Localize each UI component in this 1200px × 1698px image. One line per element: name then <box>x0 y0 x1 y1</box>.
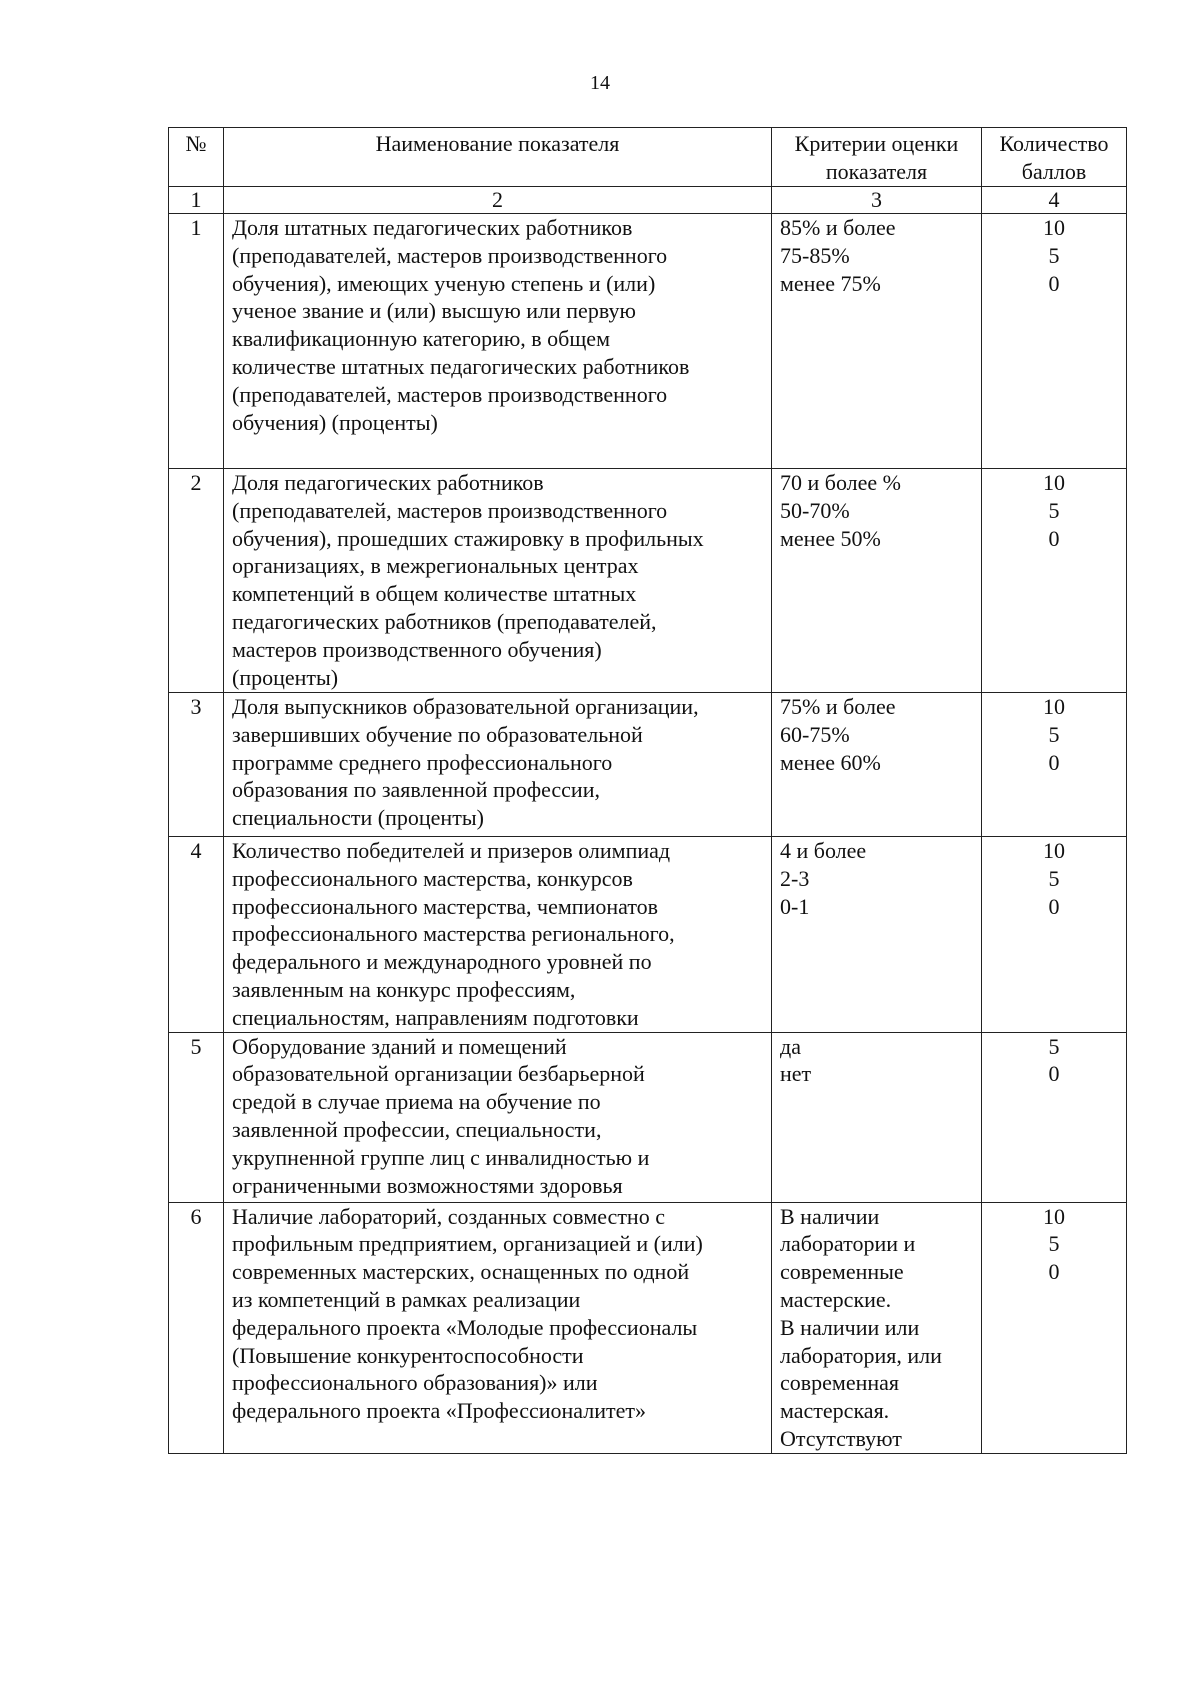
evaluation-criteria-line: 60-75% <box>780 721 850 747</box>
points-value <box>982 693 1127 837</box>
evaluation-criteria <box>772 1032 982 1202</box>
evaluation-criteria-line: 0-1 <box>780 893 810 919</box>
header-criteria: Критерии оценки показателя <box>772 128 982 187</box>
indicator-name-line: (проценты) <box>232 664 339 690</box>
points-value-line: 10 <box>1043 1203 1065 1229</box>
table-row <box>169 469 1127 693</box>
evaluation-criteria <box>772 1202 982 1453</box>
indicator-name-line: из компетенций в рамках реализации <box>232 1286 581 1312</box>
indicator-name-line: образовательной организации безбарьерной <box>232 1061 645 1087</box>
indicator-name-line: (преподавателей, мастеров производственного <box>232 381 668 407</box>
evaluation-criteria-line: 2-3 <box>780 865 810 891</box>
indicator-name-line: специальностям, направлениям подготовки <box>232 1004 639 1030</box>
indicator-name-line: образования по заявленной профессии, <box>232 777 600 803</box>
table-row <box>169 837 1127 1033</box>
row-number: 6 <box>169 1202 224 1453</box>
points-value-line: 10 <box>1043 838 1065 863</box>
table-row <box>169 693 1127 837</box>
evaluation-criteria-line: лаборатории и <box>780 1231 916 1257</box>
evaluation-criteria-line: 85% и более <box>780 215 896 240</box>
evaluation-criteria-line: 70 и более % <box>780 470 902 495</box>
indicator-name-line: обучения) (проценты) <box>232 409 438 435</box>
row-number: 2 <box>169 469 224 693</box>
indicator-name-line: завершивших обучение по образовательной <box>232 721 643 747</box>
evaluation-criteria-line: Отсутствуют <box>780 1425 902 1451</box>
indicator-name-line: ученое звание и (или) высшую или первую <box>232 298 636 324</box>
indicator-name-line: профессионального мастерства, чемпионатов <box>232 893 659 919</box>
column-numbers-row <box>169 187 1127 214</box>
points-value-line: 5 <box>1048 1033 1060 1059</box>
points-value-line: 0 <box>1048 1061 1060 1087</box>
indicator-name-line: программе среднего профессионального <box>232 749 613 775</box>
indicator-name <box>224 214 772 469</box>
evaluation-criteria-line: 75% и более <box>780 694 896 719</box>
indicator-name-line: Доля штатных педагогических работников <box>232 215 633 240</box>
indicator-name-line: заявленной профессии, специальности, <box>232 1116 602 1142</box>
points-value-line: 10 <box>1043 694 1065 719</box>
column-number: 4 <box>982 187 1127 214</box>
evaluation-criteria <box>772 469 982 693</box>
indicator-name-line: федерального проекта «Профессионалитет» <box>232 1398 646 1424</box>
indicator-name-line: ограниченными возможностями здоровья <box>232 1172 623 1198</box>
indicator-name-line: квалификационную категорию, в общем <box>232 326 610 352</box>
points-value-line: 0 <box>1048 749 1060 775</box>
indicator-name-line: Наличие лабораторий, созданных совместно с <box>232 1203 665 1229</box>
points-value <box>982 1202 1127 1453</box>
evaluation-criteria <box>772 693 982 837</box>
page-number: 14 <box>590 72 610 94</box>
indicator-name-line: специальности (проценты) <box>232 805 484 831</box>
indicator-name-line: (преподавателей, мастеров производственного <box>232 497 668 523</box>
evaluation-criteria-line: В наличии <box>780 1203 880 1229</box>
points-value-line: 5 <box>1048 865 1060 891</box>
indicator-name-line: заявленным на конкурс профессиям, <box>232 976 576 1002</box>
indicator-name-line: (Повышение конкурентоспособности <box>232 1342 584 1368</box>
table-header-row <box>169 128 1127 187</box>
indicator-name-line: укрупненной группе лиц с инвалидностью и <box>232 1144 650 1170</box>
evaluation-criteria-line: мастерская. <box>780 1398 890 1424</box>
indicator-name-line: профессионального образования)» или <box>232 1370 598 1396</box>
indicator-name-line: Количество победителей и призеров олимпиад <box>232 838 671 863</box>
points-value-line: 5 <box>1048 242 1060 268</box>
indicator-name-line: педагогических работников (преподавателей, <box>232 608 657 634</box>
points-value-line: 10 <box>1043 215 1065 240</box>
indicator-name <box>224 469 772 693</box>
indicator-name-line: средой в случае приема на обучение по <box>232 1089 601 1115</box>
indicator-name-line: федерального и международного уровней по <box>232 949 652 975</box>
indicator-name-line: профильным предприятием, организацией и (или) <box>232 1231 703 1257</box>
indicator-name-line: организациях, в межрегиональных центрах <box>232 553 639 579</box>
evaluation-criteria-line: современная <box>780 1370 900 1396</box>
indicator-name-line: количестве штатных педагогических работников <box>232 353 690 379</box>
header-number: № <box>169 128 224 187</box>
indicator-name-line: Оборудование зданий и помещений <box>232 1033 567 1059</box>
row-number: 3 <box>169 693 224 837</box>
indicator-name-line: (преподавателей, мастеров производственного <box>232 242 668 268</box>
evaluation-criteria-line: современные <box>780 1259 904 1285</box>
evaluation-criteria-line: менее 75% <box>780 270 881 296</box>
indicator-name <box>224 693 772 837</box>
column-number: 1 <box>169 187 224 214</box>
points-value-line: 10 <box>1043 470 1065 495</box>
points-value <box>982 214 1127 469</box>
evaluation-criteria <box>772 837 982 1033</box>
points-value <box>982 837 1127 1033</box>
table-row <box>169 1202 1127 1453</box>
indicator-name-line: федерального проекта «Молодые профессионалы <box>232 1314 698 1340</box>
indicator-name-line: мастеров производственного обучения) <box>232 636 602 662</box>
indicators-table <box>168 127 1127 1454</box>
points-value-line: 0 <box>1048 1259 1060 1285</box>
column-number: 2 <box>224 187 772 214</box>
header-points: Количество баллов <box>982 128 1127 187</box>
indicator-name-line: Доля выпускников образовательной организации, <box>232 694 699 719</box>
evaluation-criteria-line: менее 60% <box>780 749 881 775</box>
evaluation-criteria-line: мастерские. <box>780 1286 892 1312</box>
indicator-name-line: компетенций в общем количестве штатных <box>232 581 637 607</box>
points-value <box>982 1032 1127 1202</box>
evaluation-criteria-line: лаборатория, или <box>780 1342 942 1368</box>
table-row <box>169 214 1127 469</box>
indicator-name-line: обучения), прошедших стажировку в профильных <box>232 525 704 551</box>
row-number: 4 <box>169 837 224 1033</box>
table-body <box>169 214 1127 1454</box>
points-value-line: 0 <box>1048 893 1060 919</box>
row-number: 5 <box>169 1032 224 1202</box>
evaluation-criteria-line: 50-70% <box>780 497 850 523</box>
evaluation-criteria-line: 75-85% <box>780 242 850 268</box>
indicator-name-line: обучения), имеющих ученую степень и (или) <box>232 270 656 296</box>
evaluation-criteria-line: 4 и более <box>780 838 867 863</box>
header-indicator-name: Наименование показателя <box>224 128 772 187</box>
indicator-name-line: профессионального мастерства регионального, <box>232 921 675 947</box>
points-value-line: 0 <box>1048 525 1060 551</box>
evaluation-criteria-line: менее 50% <box>780 525 881 551</box>
row-number: 1 <box>169 214 224 469</box>
indicator-name-line: современных мастерских, оснащенных по одной <box>232 1259 690 1285</box>
indicator-name <box>224 1202 772 1453</box>
indicator-name-line: профессионального мастерства, конкурсов <box>232 865 633 891</box>
indicator-name <box>224 837 772 1033</box>
indicator-name <box>224 1032 772 1202</box>
table-row <box>169 1032 1127 1202</box>
points-value-line: 5 <box>1048 1231 1060 1257</box>
points-value-line: 0 <box>1048 270 1060 296</box>
evaluation-criteria-line: нет <box>780 1061 812 1087</box>
points-value <box>982 469 1127 693</box>
evaluation-criteria-line: В наличии или <box>780 1314 920 1340</box>
indicator-name-line: Доля педагогических работников <box>232 470 544 495</box>
points-value-line: 5 <box>1048 497 1060 523</box>
evaluation-criteria-line: да <box>780 1033 801 1059</box>
evaluation-criteria <box>772 214 982 469</box>
points-value-line: 5 <box>1048 721 1060 747</box>
column-number: 3 <box>772 187 982 214</box>
